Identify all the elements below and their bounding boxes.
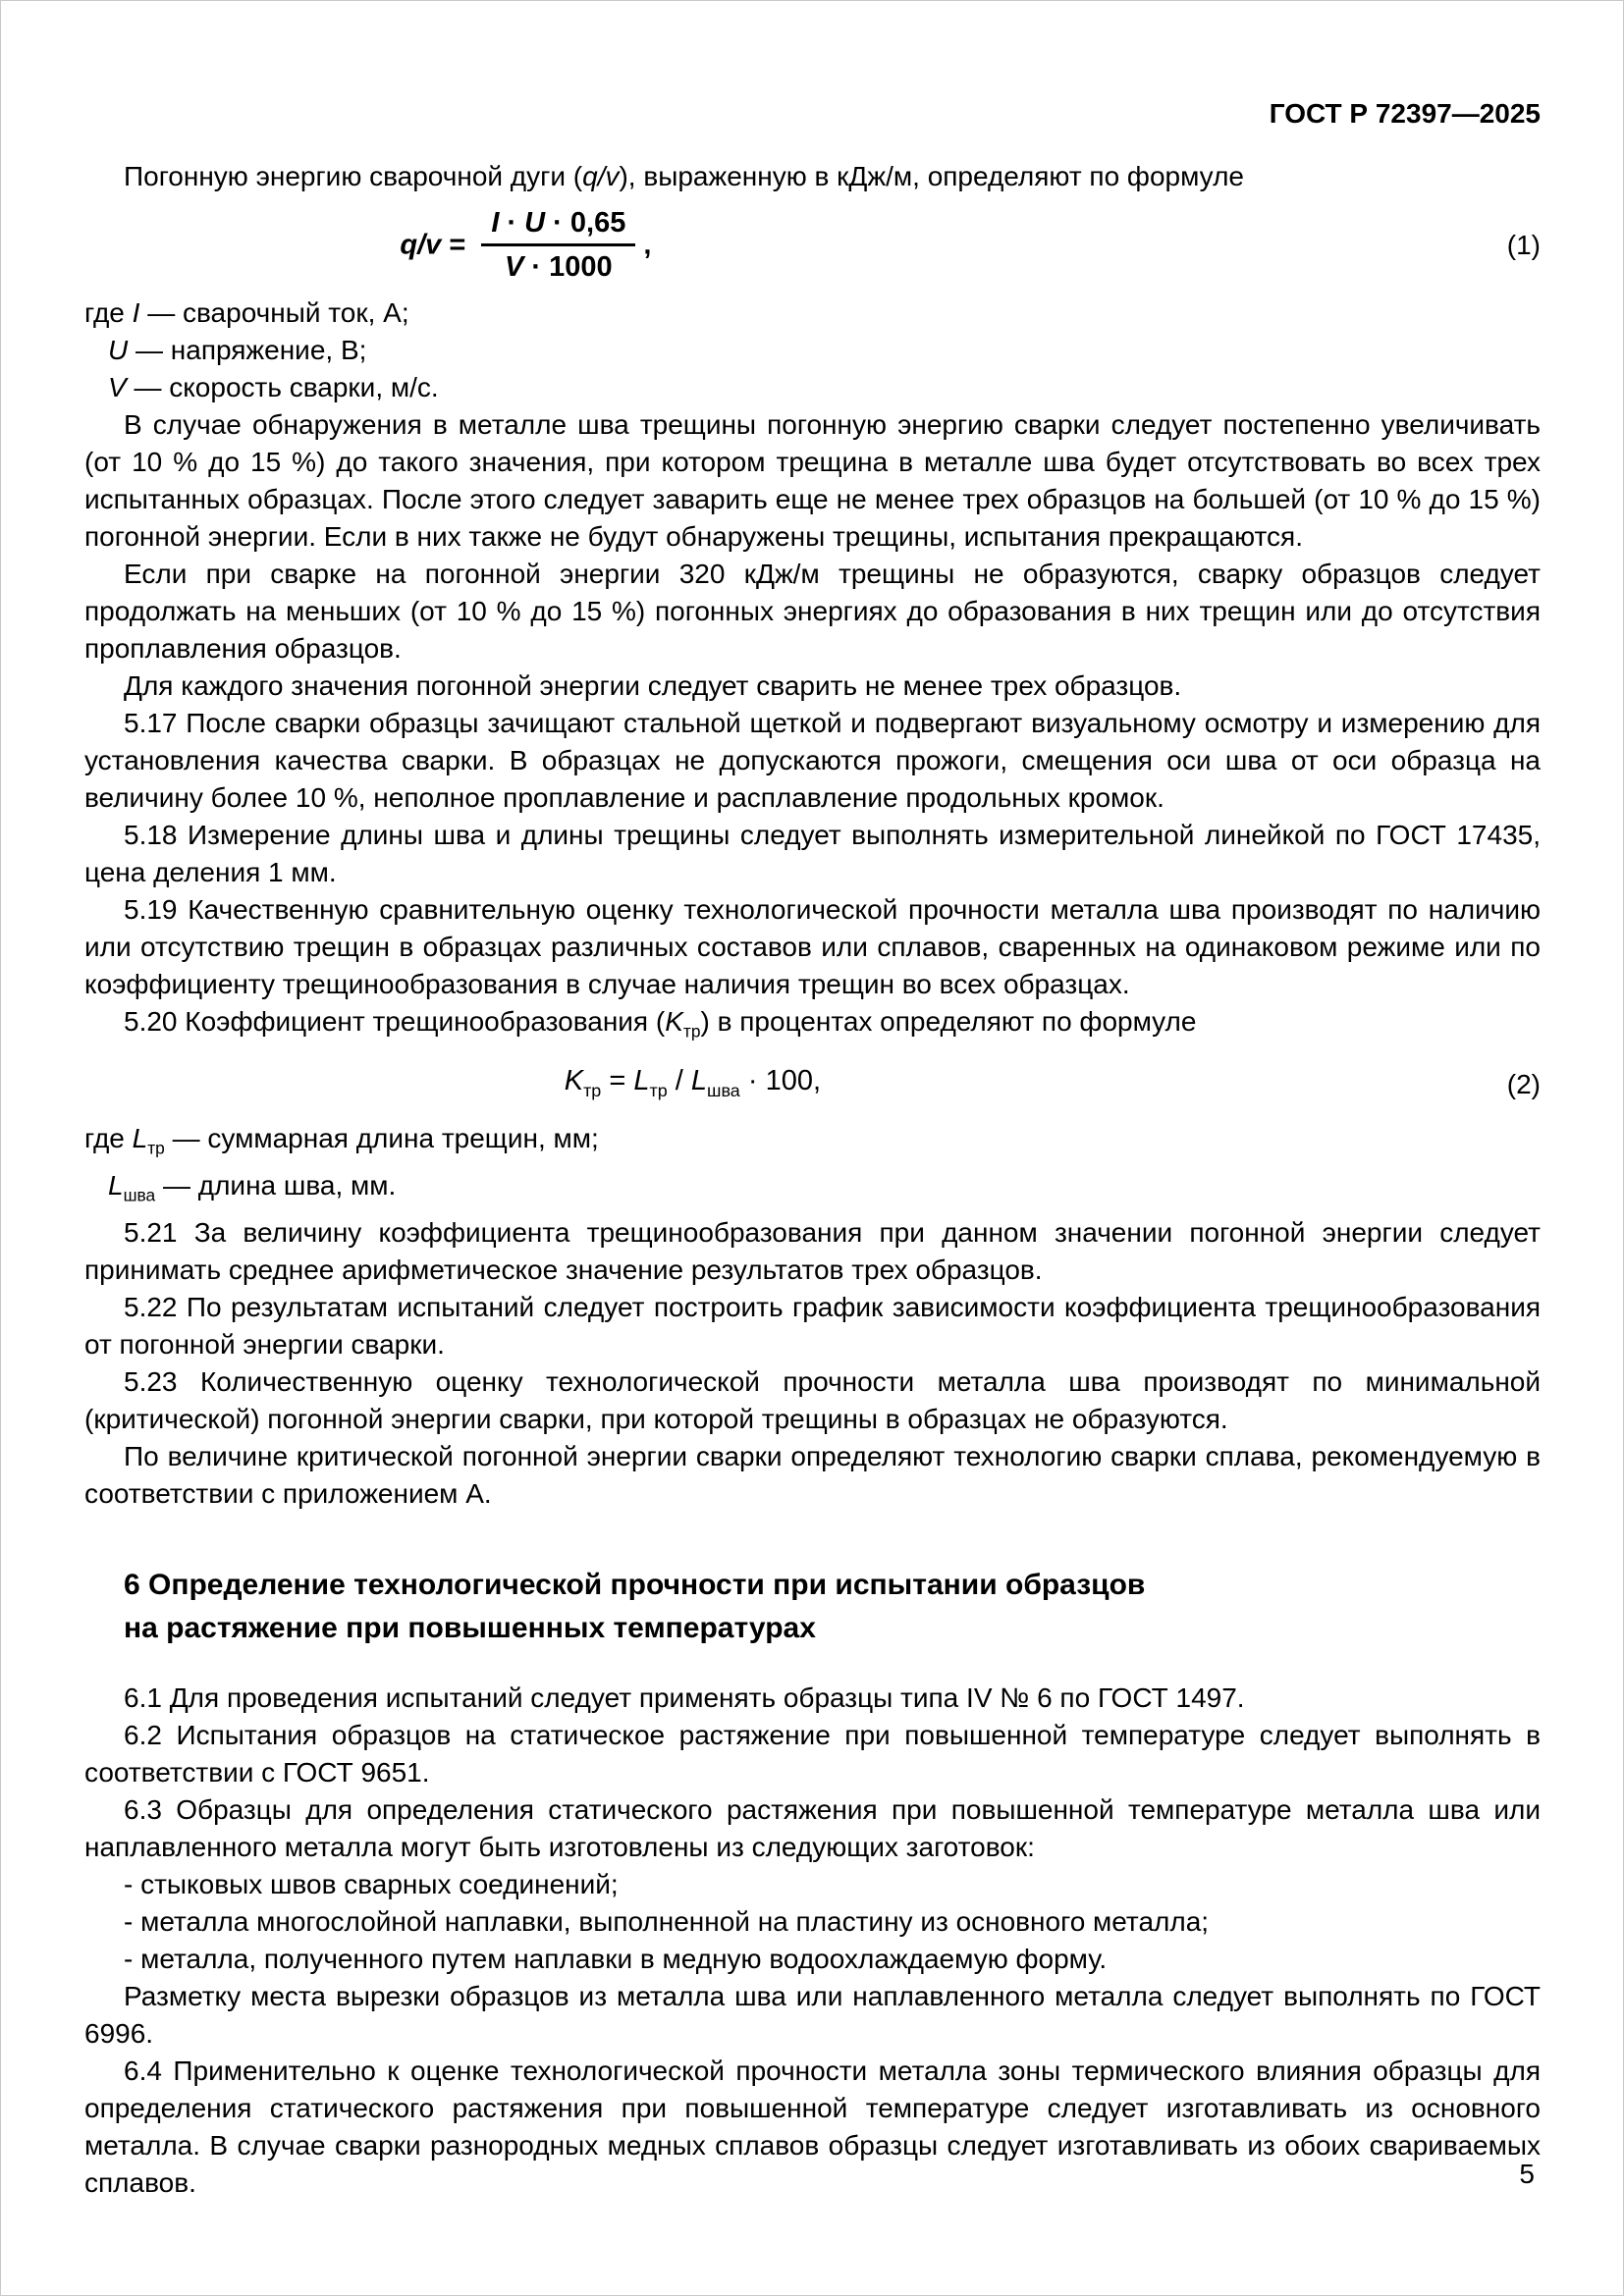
paragraph: [84, 2053, 1541, 2202]
text-segment: - металла многослойной наплавки, выполненной на пластину из основного металла;: [124, 1905, 1210, 1937]
subscript: тр: [583, 1080, 602, 1100]
fraction: [481, 207, 635, 283]
text-segment: K: [564, 1064, 584, 1096]
text-segment: L: [690, 1064, 708, 1096]
heading-line: на растяжение при повышенных температурах: [124, 1611, 816, 1644]
formula-block: [84, 207, 1541, 283]
formula-block: [84, 1062, 1541, 1109]
text-segment: 5.22 По результатам испытаний следует построить график зависимости коэффициента трещинообразования от погонной энергии сварки.: [84, 1291, 1541, 1360]
subscript: шва: [123, 1185, 156, 1205]
text-segment: Погонную энергию сварочной дуги (: [124, 161, 583, 191]
subscript: тр: [147, 1138, 165, 1158]
list-item: [84, 1903, 1541, 1941]
text-segment: V: [505, 251, 524, 283]
text-segment: 5.20 Коэффициент трещинообразования (: [124, 1006, 666, 1037]
text-segment: где: [84, 297, 133, 328]
text-segment: /: [667, 1064, 691, 1096]
text-segment: L: [633, 1064, 650, 1096]
text-segment: 5.19 Качественную сравнительную оценку технологической прочности металла шва производят по наличию или отсутствию трещин в образцах различных составов или сплавов, сваренных на одинаковом режиме или по коэффициенту трещинообразования в случае наличия трещин во всех образцах.: [84, 894, 1541, 999]
text-segment: 6.1 Для проведения испытаний следует применять образцы типа IV № 6 по ГОСТ 1497.: [124, 1682, 1245, 1713]
text-segment: — напряжение, В;: [128, 335, 367, 365]
text-segment: 5.23 Количественную оценку технологической прочности металла шва производят по минимальной (критической) погонной энергии сварки, при которой трещины в образцах не образуются.: [84, 1365, 1541, 1434]
paragraph: [84, 1214, 1541, 1289]
paragraph: [84, 1791, 1541, 1866]
section-heading: [84, 1564, 1541, 1650]
paragraph: [84, 817, 1541, 891]
paragraph: [84, 667, 1541, 705]
text-segment: 5.21 За величину коэффициента трещинообразования при данном значении погонной энергии следует принимать среднее арифметическое значение результатов трех образцов.: [84, 1216, 1541, 1285]
text-segment: ) в процентах определяют по формуле: [700, 1006, 1197, 1037]
paragraph: [84, 891, 1541, 1003]
paragraph: [84, 705, 1541, 817]
subscript: шва: [707, 1080, 740, 1100]
list-item: [84, 1941, 1541, 1978]
paragraph: [84, 1978, 1541, 2053]
text-segment: В случае обнаружения в металле шва трещины погонную энергию сварки следует постепенно увеличивать (от 10 % до 15 %) до такого значения, при котором трещина в металле шва будет отсутствовать во всех трех испытанных образцах. После этого следует заварить еще не менее трех образцов на большей (от 10 % до 15 %) погонной энергии. Если в них также не будут обнаружены трещины, испытания прекращаются.: [84, 409, 1541, 552]
text-segment: U: [108, 335, 129, 365]
paragraph: [84, 406, 1541, 556]
text-segment: Разметку места вырезки образцов из металла шва или наплавленного металла следует выполнять по ГОСТ 6996.: [84, 1980, 1541, 2049]
text-segment: V: [108, 372, 127, 402]
fraction-numerator: [481, 207, 635, 246]
heading-line: 6 Определение технологической прочности при испытании образцов: [124, 1568, 1146, 1601]
text-segment: =: [601, 1064, 634, 1096]
text-segment: - металла, полученного путем наплавки в медную водоохлаждаемую форму.: [124, 1943, 1108, 1974]
formula: [84, 207, 1507, 283]
formula-number: (1): [1506, 229, 1541, 260]
text-segment: ,: [643, 229, 652, 261]
text-segment: где: [84, 1123, 133, 1154]
text-segment: ), выраженную в кДж/м, определяют по формуле: [619, 161, 1244, 191]
text-segment: U: [524, 207, 546, 239]
definition-line: [84, 369, 1541, 406]
formula-number: (2): [1506, 1069, 1541, 1100]
doc-number: ГОСТ Р 72397—2025: [1269, 98, 1541, 129]
text-segment: — суммарная длина трещин, мм;: [164, 1123, 599, 1154]
text-segment: I: [132, 297, 140, 328]
paragraph: [84, 1289, 1541, 1363]
text-segment: Если при сварке на погонной энергии 320 кДж/м трещины не образуются, сварку образцов следует продолжать на меньших (от 10 % до 15 %) погонных энергиях до образования в них трещин или до отсутствия проплавления образцов.: [84, 559, 1541, 664]
text-segment: — сварочный ток, А;: [139, 297, 409, 328]
text-segment: I: [491, 207, 500, 239]
text-segment: q/v: [400, 229, 442, 261]
text-segment: L: [108, 1169, 124, 1201]
subscript: тр: [649, 1080, 668, 1100]
text-segment: K: [665, 1006, 683, 1037]
definition-line: [84, 1120, 1541, 1167]
paragraph: [84, 1717, 1541, 1791]
text-segment: ·: [499, 207, 525, 239]
text-segment: 6.4 Применительно к оценке технологической прочности металла зоны термического влияния образцы для определения статического растяжения при повышенной температуре следует изготавливать из основного металла. В случае сварки разнородных медных сплавов образцы следует изготавливать из обоих свариваемых сплавов.: [84, 2055, 1541, 2198]
subscript: тр: [682, 1021, 701, 1041]
definition-line: [84, 294, 1541, 332]
definition-line: [84, 1167, 1541, 1214]
fraction-denominator: [481, 246, 635, 283]
text-segment: 6.2 Испытания образцов на статическое растяжение при повышенной температуре следует выполнять в соответствии с ГОСТ 9651.: [84, 1719, 1541, 1788]
paragraph: [84, 1003, 1541, 1050]
paragraph: [84, 1438, 1541, 1513]
paragraph: [84, 556, 1541, 667]
text-segment: · 100,: [739, 1064, 822, 1096]
paragraph: [84, 1680, 1541, 1717]
formula: [84, 1062, 1507, 1109]
page-number: 5: [1519, 2159, 1535, 2189]
text-segment: · 0,65: [545, 207, 626, 239]
text-segment: 5.17 После сварки образцы зачищают стальной щеткой и подвергают визуальному осмотру и измерению для установления качества сварки. В образцах не допускаются прожоги, смещения оси шва от оси образца на величину более 10 %, неполное проплавление и расплавление продольных кромок.: [84, 708, 1541, 813]
text-segment: L: [132, 1123, 148, 1154]
text-segment: По величине критической погонной энергии сварки определяют технологию сварки сплава, рекомендуемую в соответствии с приложением А.: [84, 1440, 1541, 1509]
text-segment: Для каждого значения погонной энергии следует сварить не менее трех образцов.: [124, 670, 1182, 701]
text-segment: 6.3 Образцы для определения статического растяжения при повышенной температуре металла шва или наплавленного металла могут быть изготовлены из следующих заготовок:: [84, 1793, 1541, 1862]
paragraph: [84, 1363, 1541, 1438]
text-segment: q/v: [582, 161, 620, 191]
text-segment: · 1000: [523, 251, 613, 283]
paragraph: [84, 158, 1541, 195]
text-segment: 5.18 Измерение длины шва и длины трещины следует выполнять измерительной линейкой по ГОСТ 17435, цена деления 1 мм.: [84, 820, 1541, 887]
text-segment: - стыковых швов сварных соединений;: [124, 1868, 619, 1899]
text-segment: — скорость сварки, м/с.: [126, 372, 439, 402]
text-segment: =: [441, 229, 474, 261]
definition-line: [84, 332, 1541, 369]
document-body: [84, 158, 1541, 2202]
text-segment: — длина шва, мм.: [155, 1169, 397, 1201]
list-item: [84, 1866, 1541, 1903]
